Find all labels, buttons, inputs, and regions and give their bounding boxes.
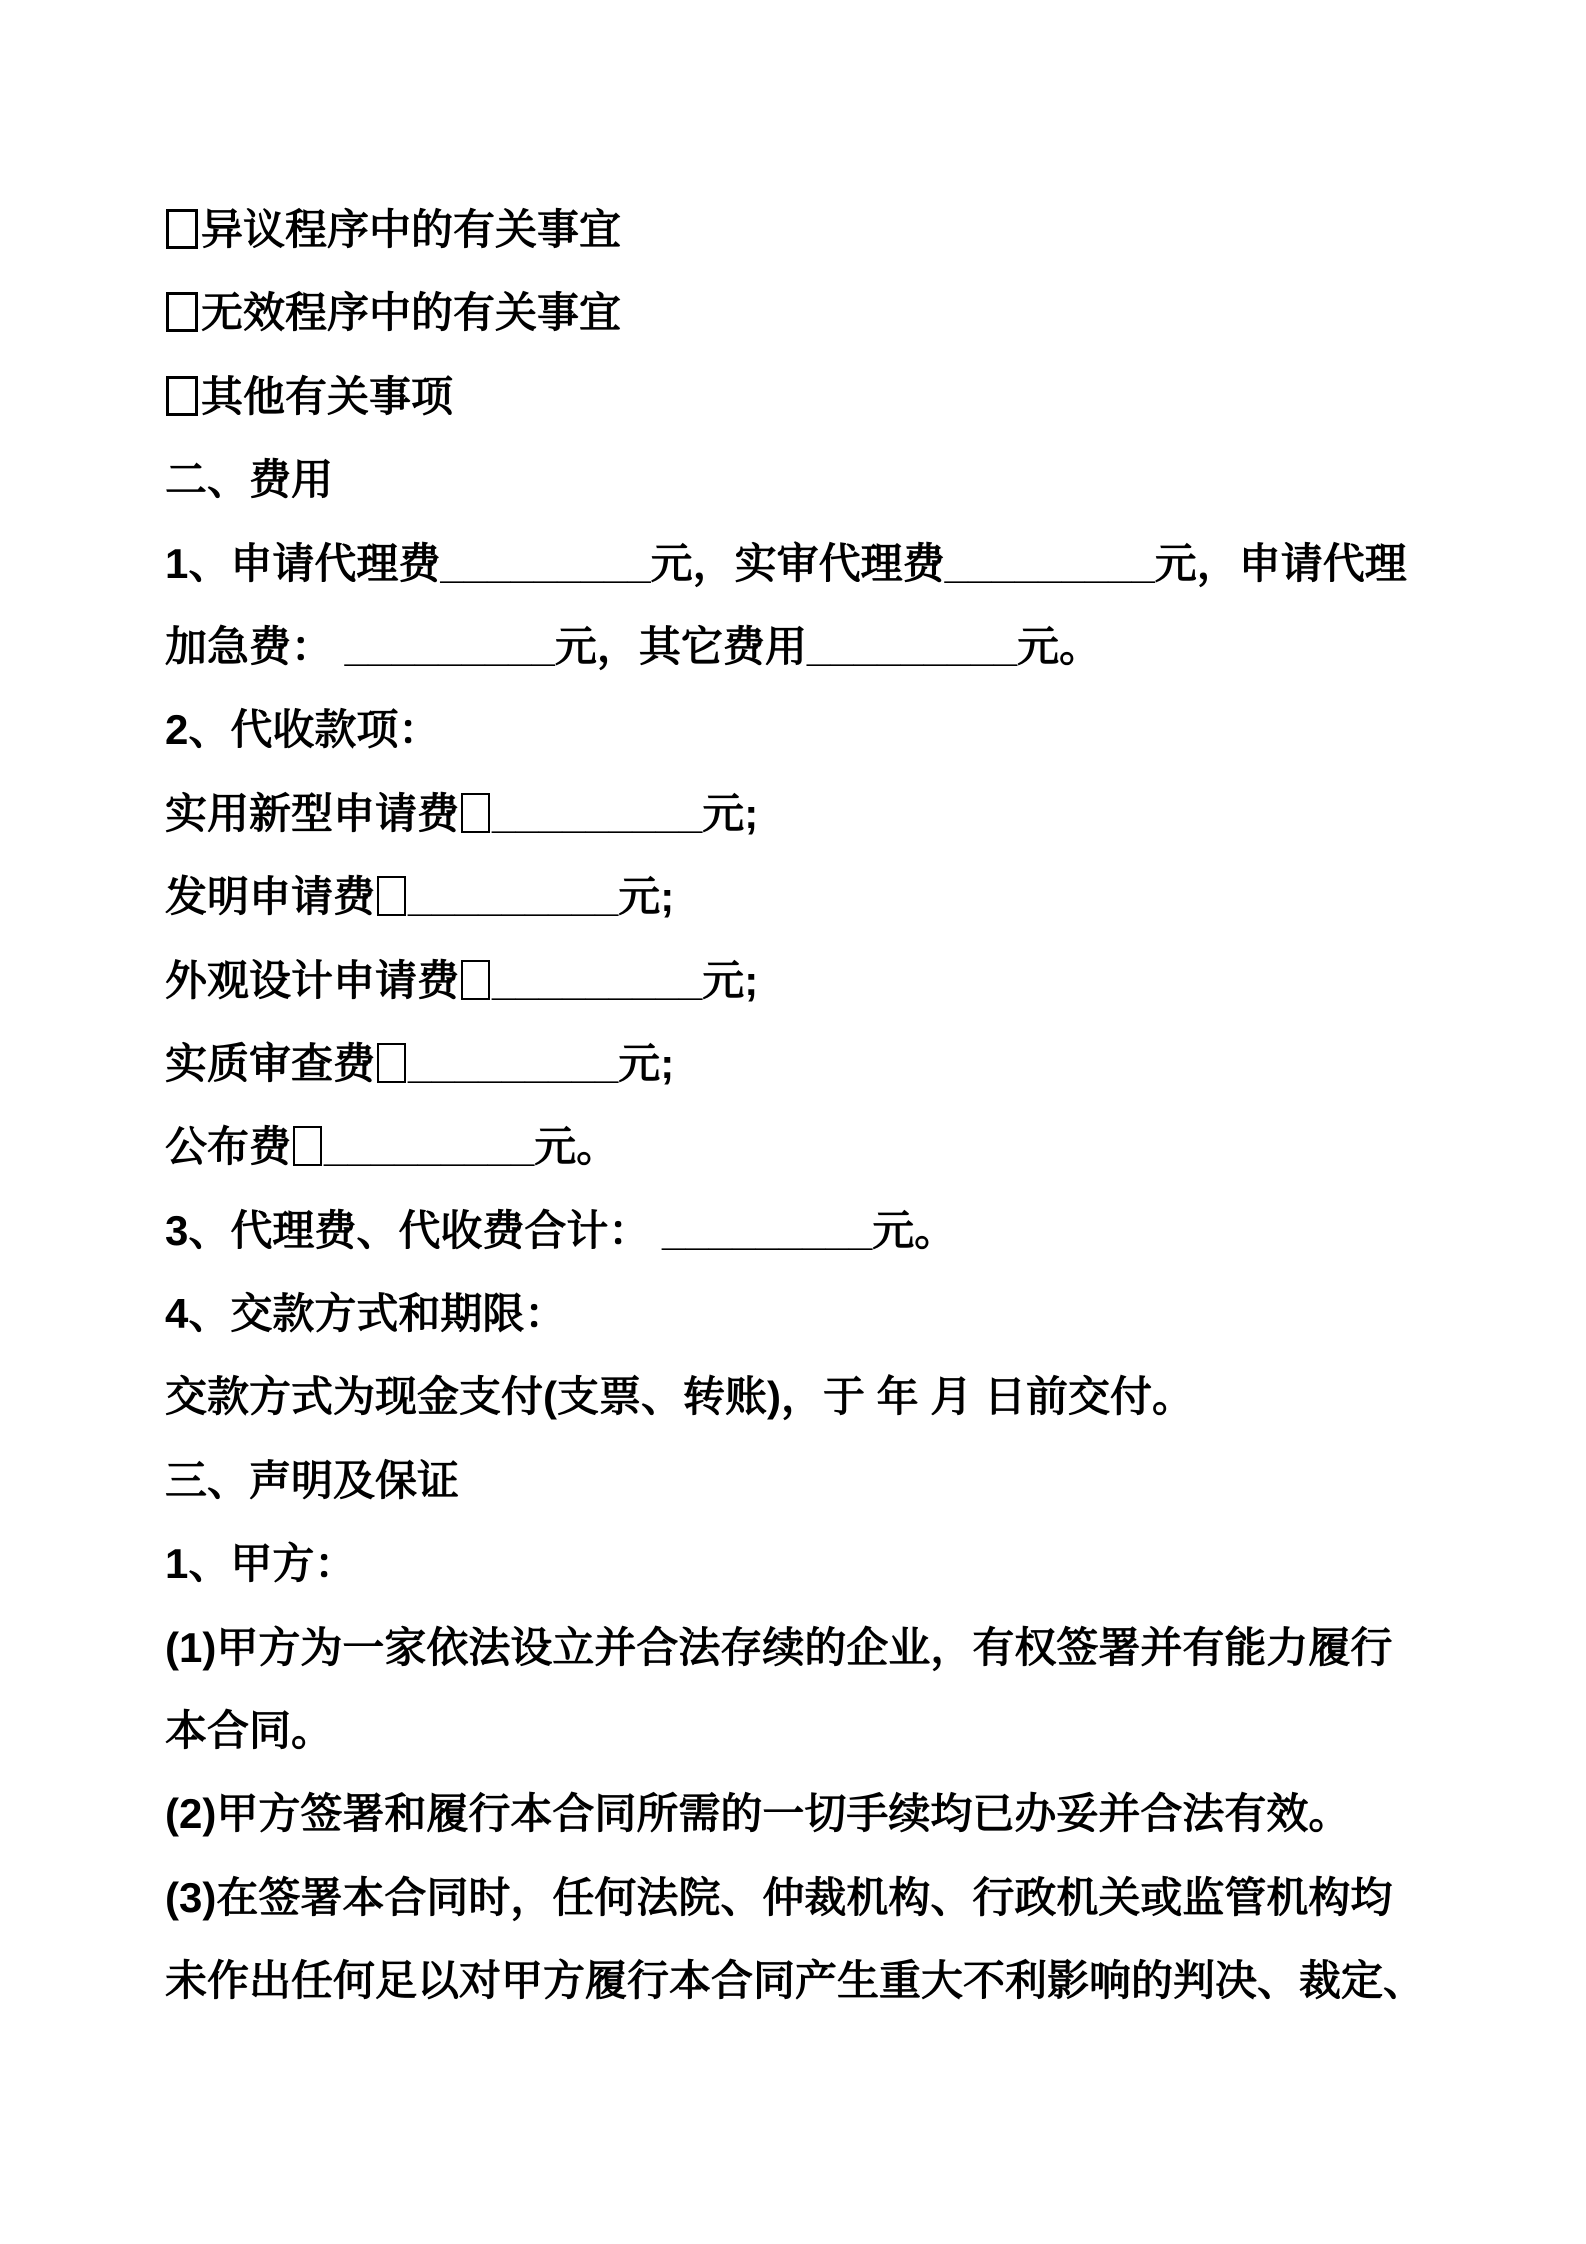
collect-item-substantive-exam: [165, 1022, 1425, 1105]
procedure-option-invalidation: [165, 271, 1425, 354]
procedure-option-label: 无效程序中的有关事宜: [201, 289, 622, 337]
checkbox-icon[interactable]: [166, 376, 198, 416]
collect-item-invention: [165, 855, 1425, 938]
unit-suffix: 元。: [534, 1123, 619, 1171]
unit-suffix: 元;: [618, 873, 675, 921]
collect-item-label: 实用新型申请费: [165, 789, 460, 837]
collect-item-label: 发明申请费: [165, 873, 376, 921]
collect-item-label: 实质审查费: [165, 1039, 376, 1087]
collect-item-label: 外观设计申请费: [165, 956, 460, 1004]
collect-item-design: [165, 939, 1425, 1022]
party-a-heading: 1、甲方：: [165, 1540, 357, 1588]
checkbox-icon[interactable]: [166, 292, 198, 332]
declaration-clause3-line1: (3)在签署本合同时，任何法院、仲裁机构、行政机关或监管机构均: [165, 1873, 1393, 1921]
amount-blank: _________: [492, 956, 703, 1004]
unit-suffix: 元;: [618, 1039, 675, 1087]
contract-body: [165, 188, 1425, 2023]
collect-items-heading: 2、代收款项：: [165, 706, 441, 754]
procedure-option-label: 其他有关事项: [201, 372, 454, 420]
section-heading-declarations: 三、声明及保证: [165, 1456, 460, 1504]
declaration-clause2: (2)甲方签署和履行本合同所需的一切手续均已办妥并合法有效。: [165, 1790, 1351, 1838]
unit-suffix: 元;: [702, 956, 759, 1004]
declaration-clause1-line1: (1)甲方为一家依法设立并合法存续的企业，有权签署并有能力履行: [165, 1623, 1393, 1671]
checkbox-icon[interactable]: [461, 960, 490, 1000]
procedure-option-label: 异议程序中的有关事宜: [201, 206, 622, 253]
amount-blank: _________: [324, 1123, 535, 1171]
fees-total-line: 3、代理费、代收费合计： _________元。: [165, 1206, 957, 1254]
amount-blank: _________: [492, 789, 703, 837]
amount-blank: _________: [408, 1039, 619, 1087]
procedure-option-other: [165, 355, 1425, 438]
agency-fee-line: 1、申请代理费_________元，实审代理费_________元，申请代理: [165, 539, 1407, 587]
collect-item-label: 公布费: [165, 1123, 292, 1171]
checkbox-icon[interactable]: [377, 876, 406, 916]
collect-item-utility-model: [165, 772, 1425, 855]
payment-method-detail: 交款方式为现金支付(支票、转账)，于 年 月 日前交付。: [165, 1373, 1194, 1421]
declaration-clause3-line2: 未作出任何足以对甲方履行本合同产生重大不利影响的判决、裁定、: [165, 1957, 1426, 2005]
procedure-option-objection: [165, 188, 1425, 271]
unit-suffix: 元;: [702, 789, 759, 837]
agency-fee-line-continued: 加急费： _________元，其它费用_________元。: [165, 622, 1102, 670]
collect-item-publication: [165, 1105, 1425, 1188]
checkbox-icon[interactable]: [377, 1043, 406, 1083]
amount-blank: _________: [408, 873, 619, 921]
checkbox-icon[interactable]: [461, 793, 490, 833]
checkbox-icon[interactable]: [166, 209, 198, 249]
checkbox-icon[interactable]: [293, 1126, 322, 1166]
declaration-clause1-line2: 本合同。: [165, 1707, 334, 1755]
payment-method-heading: 4、交款方式和期限：: [165, 1290, 567, 1338]
section-heading-fees: 二、费用: [165, 456, 334, 504]
